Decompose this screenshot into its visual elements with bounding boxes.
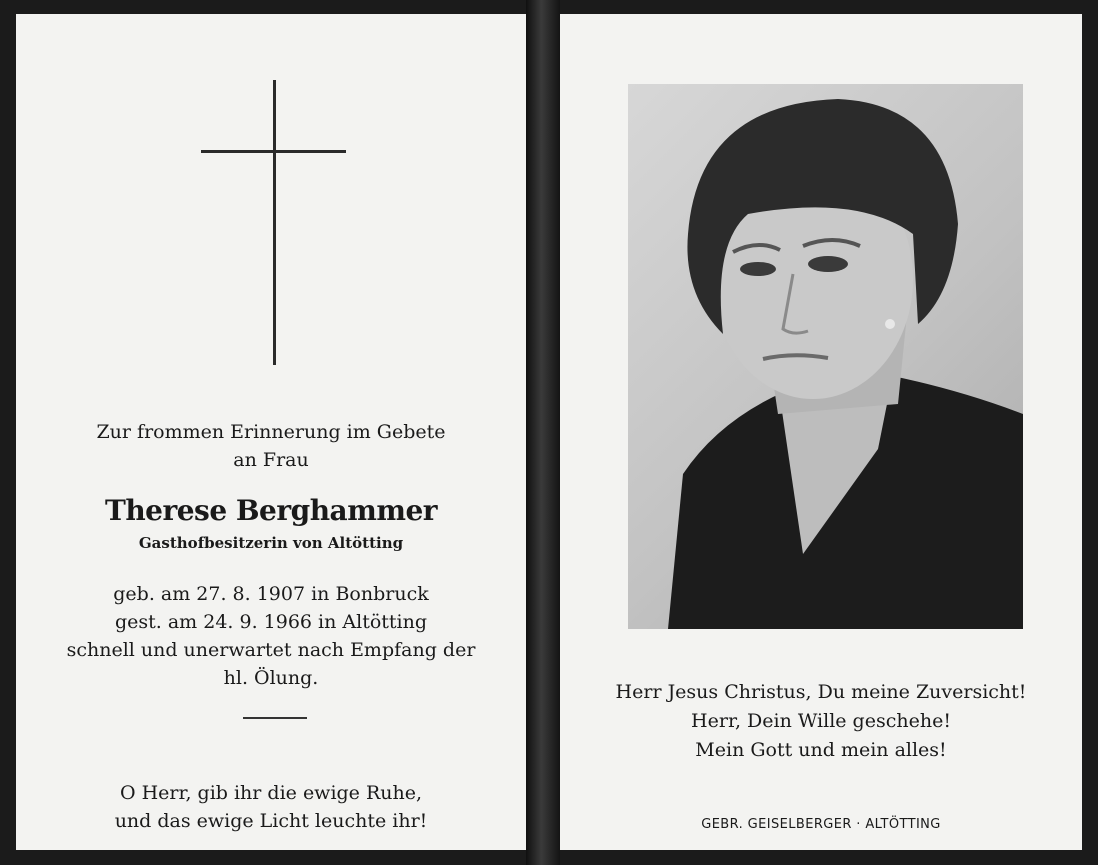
invocation-line: Mein Gott und mein alles! [695,739,947,761]
portrait-photo [628,84,1023,629]
birth-line: geb. am 27. 8. 1907 in Bonbruck [113,583,429,605]
intro-line: Zur frommen Erinnerung im Gebete [96,421,446,443]
prayer [16,779,526,835]
intro-text [16,418,526,474]
invocation-line: Herr, Dein Wille geschehe! [691,710,951,732]
printer-imprint: GEBR. GEISELBERGER · ALTÖTTING [701,817,941,832]
prayer-line: O Herr, gib ihr die ewige Ruhe, [119,782,423,804]
deceased-name: Therese Berghammer [104,494,438,527]
intro-line: an Frau [233,449,309,471]
circumstance-line: schnell und unerwartet nach Empfang der [66,639,476,661]
card-fold [526,0,560,865]
death-line: gest. am 24. 9. 1966 in Altötting [114,611,428,633]
divider [243,717,307,719]
life-dates [16,580,526,692]
invocation-line: Herr Jesus Christus, Du meine Zuversicht! [615,681,1027,703]
invocation [560,678,1082,765]
occupation: Gasthofbesitzerin von Altötting [138,534,404,552]
right-page [560,14,1082,850]
circumstance-line: hl. Ölung. [223,667,319,689]
prayer-line: und das ewige Licht leuchte ihr! [114,810,428,832]
left-page [16,14,526,850]
